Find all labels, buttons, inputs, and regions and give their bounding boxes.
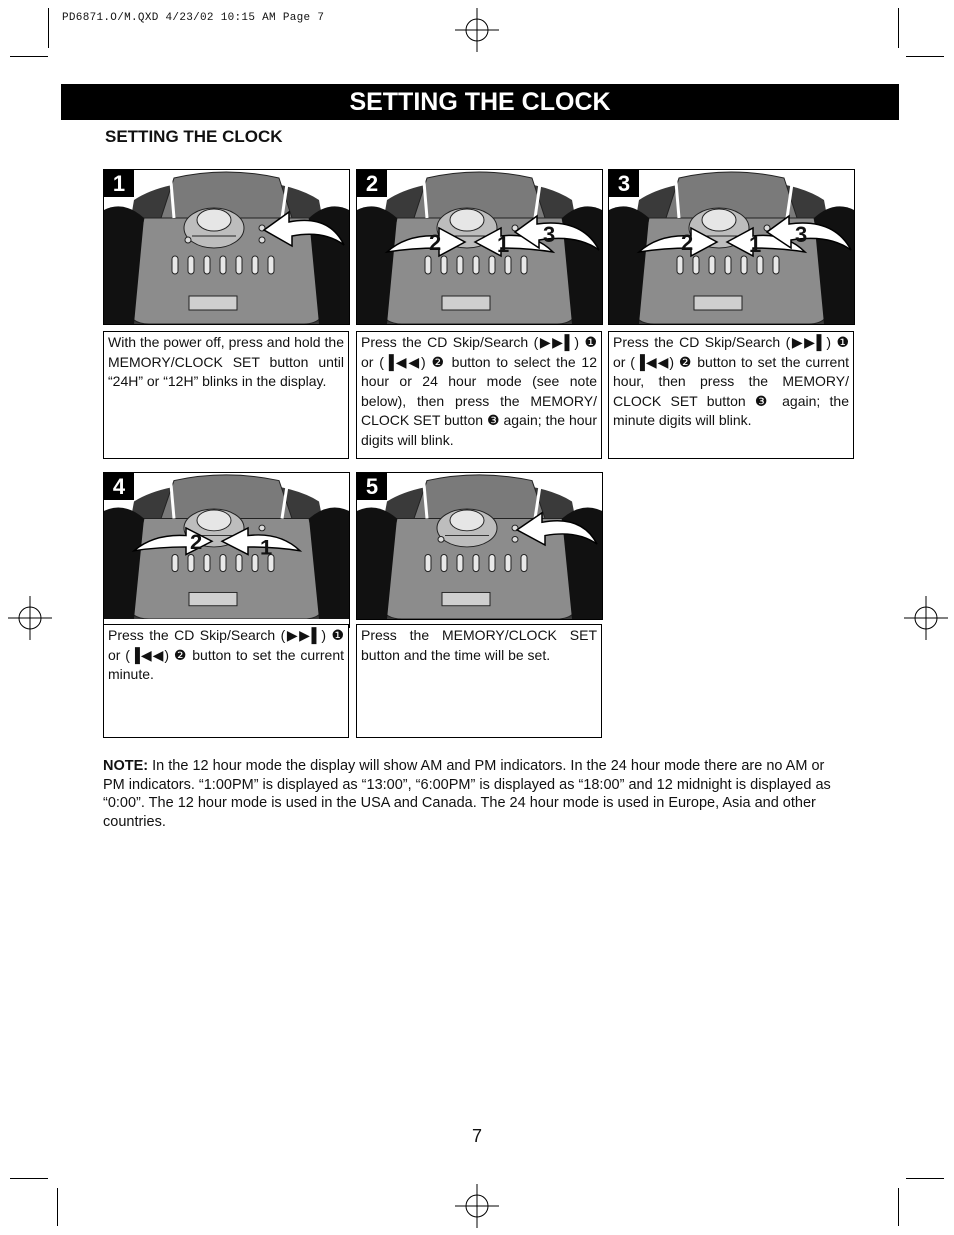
callout-label: 1 (497, 232, 510, 257)
page-number: 7 (471, 1126, 482, 1146)
step-3-instructions: Press the CD Skip/Search (▶▶▌) ❶ or (▐◀◀) ❷ button to set the current hour, then press the MEMORY/ CLOCK SET button ❸ again; the minute digits will blink. (608, 331, 854, 459)
registration-mark-bottom (455, 1184, 499, 1228)
step-1-illustration (103, 169, 350, 325)
boombox-illustration (357, 170, 602, 324)
callout-label: 2 (190, 530, 203, 554)
boombox-illustration (104, 170, 349, 324)
registration-mark-left (8, 596, 52, 640)
callout-label: 2 (429, 230, 442, 255)
registration-mark-top (455, 8, 499, 52)
step-number-badge: 4 (104, 473, 134, 500)
callout-label: 1 (749, 232, 762, 257)
step-4-illustration (103, 472, 350, 628)
boombox-illustration (609, 170, 854, 324)
registration-mark-right (904, 596, 948, 640)
callout-label: 1 (260, 536, 273, 560)
step-2-illustration (356, 169, 603, 325)
step-4-instructions: Press the CD Skip/Search (▶▶▌) ❶ or (▐◀◀) ❷ button to set the current minute. (103, 624, 349, 738)
step-5-instructions: Press the MEMORY/CLOCK SET button and the time will be set. (356, 624, 602, 738)
step-number-badge: 1 (104, 170, 134, 197)
boombox-illustration (357, 473, 602, 619)
step-3-illustration (608, 169, 855, 325)
step-number-badge: 2 (357, 170, 387, 197)
note-text: In the 12 hour mode the display will show AM and PM indicators. In the 24 hour mode there are no AM or PM indicators. “1:00PM” is displayed as “13:00”, “6:00PM” is displayed as “18:00” and 12 midnight is displayed as “0:00”. The 12 hour mode is used in the USA and Canada. The 24 hour mode is used in Europe, Asia and other countries. (103, 758, 831, 830)
note-paragraph (103, 757, 848, 831)
callout-label: 3 (543, 222, 556, 247)
boombox-illustration (104, 473, 349, 619)
section-heading: SETTING THE CLOCK (105, 127, 283, 146)
step-5-illustration (356, 472, 603, 620)
page-title-banner: SETTING THE CLOCK (61, 84, 899, 120)
step-number-badge: 3 (609, 170, 639, 197)
note-label: NOTE: (103, 758, 149, 774)
callout-label: 2 (681, 230, 694, 255)
step-number-badge: 5 (357, 473, 387, 500)
callout-label: 3 (795, 222, 808, 247)
file-slug: PD6871.O/M.QXD 4/23/02 10:15 AM Page 7 (62, 12, 325, 24)
step-1-instructions: With the power off, press and hold the MEMORY/CLOCK SET button until “24H” or “12H” blinks in the display. (103, 331, 349, 459)
step-2-instructions: Press the CD Skip/Search (▶▶▌) ❶ or (▐◀◀) ❷ button to select the 12 hour or 24 hour mode (see note below), then press the MEMORY/ CLOCK SET button ❸ again; the hour digits will blink. (356, 331, 602, 459)
